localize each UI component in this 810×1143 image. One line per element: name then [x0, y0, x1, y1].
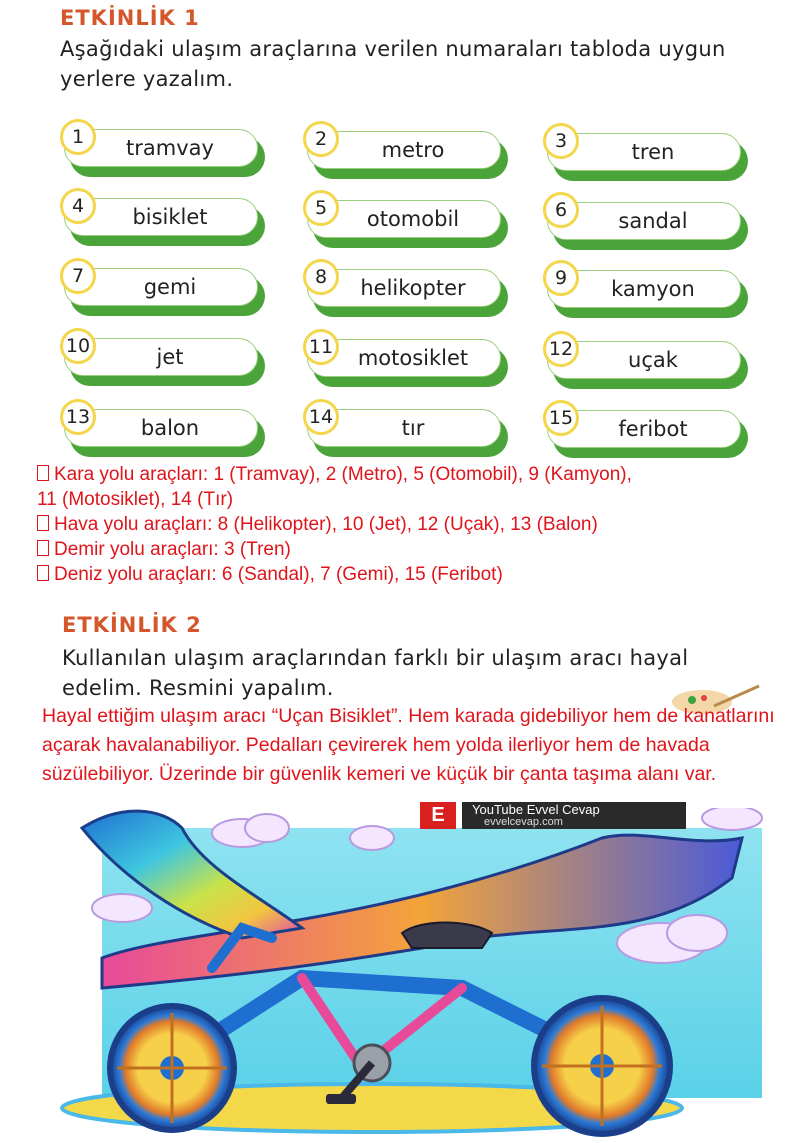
vehicle-label: balon	[64, 409, 258, 447]
vehicle-label: jet	[64, 338, 258, 376]
answer-air-text: Hava yolu araçları: 8 (Helikopter), 10 (Jet), 12 (Uçak), 13 (Balon)	[54, 514, 598, 535]
vehicle-number: 9	[543, 260, 579, 296]
activity1-instruction	[60, 34, 726, 94]
vehicle-label: motosiklet	[307, 339, 501, 377]
vehicle-number: 12	[543, 331, 579, 367]
vehicle-label: uçak	[547, 341, 741, 379]
vehicle-number: 10	[60, 328, 96, 364]
vehicle-number: 15	[543, 400, 579, 436]
vehicle-number: 8	[303, 259, 339, 295]
activity1-instruction-line1: Aşağıdaki ulaşım araçlarına verilen numaraları tabloda uygun	[60, 37, 726, 61]
answer-land-line1: Kara yolu araçları: 1 (Tramvay), 2 (Metro), 5 (Otomobil), 9 (Kamyon),	[54, 464, 632, 485]
vehicle-label: otomobil	[307, 200, 501, 238]
watermark-badge	[420, 802, 686, 829]
vehicle-card-otomobil	[303, 198, 513, 248]
watermark-logo: E	[420, 802, 456, 829]
answer-sea	[37, 562, 777, 587]
vehicle-number: 11	[303, 329, 339, 365]
activity1-title: ETKİNLİK 1	[60, 6, 200, 30]
watermark-line1: YouTube Evvel Cevap	[472, 802, 600, 817]
vehicle-number: 13	[60, 399, 96, 435]
vehicle-label: tır	[307, 409, 501, 447]
checkbox-glyph-icon	[37, 565, 49, 581]
vehicle-number: 14	[303, 399, 339, 435]
answers-block	[37, 462, 777, 587]
vehicle-number: 6	[543, 192, 579, 228]
vehicle-card-bisiklet	[60, 196, 270, 246]
answer-land-continued: 11 (Motosiklet), 14 (Tır)	[37, 489, 234, 510]
vehicle-number: 5	[303, 190, 339, 226]
vehicle-number: 7	[60, 258, 96, 294]
vehicle-card-balon	[60, 407, 270, 457]
vehicle-number: 4	[60, 188, 96, 224]
vehicle-card-helikopter	[303, 267, 513, 317]
watermark-line2: evvelcevap.com	[484, 816, 563, 828]
vehicle-label: helikopter	[307, 269, 501, 307]
checkbox-glyph-icon	[37, 540, 49, 556]
vehicle-card-tren	[543, 131, 753, 181]
watermark-text-box	[462, 802, 686, 829]
checkbox-glyph-icon	[37, 465, 49, 481]
vehicle-number: 1	[60, 119, 96, 155]
vehicle-card-motosiklet	[303, 337, 513, 387]
vehicle-label: feribot	[547, 410, 741, 448]
checkbox-glyph-icon	[37, 515, 49, 531]
vehicle-label: gemi	[64, 268, 258, 306]
answer-sea-text: Deniz yolu araçları: 6 (Sandal), 7 (Gemi), 15 (Feribot)	[54, 564, 503, 585]
answer-land	[37, 462, 777, 487]
vehicle-card-gemi	[60, 266, 270, 316]
vehicle-card-tir	[303, 407, 513, 457]
vehicle-card-jet	[60, 336, 270, 386]
activity2-instruction-line1: Kullanılan ulaşım araçlarından farklı bir ulaşım aracı hayal	[62, 646, 689, 670]
imagined-vehicle-description: Hayal ettiğim ulaşım aracı “Uçan Bisiklet”. Hem karada gidebiliyor hem de kanatlarını açarak havalanabiliyor. Pedalları çevirerek hem yolda ilerliyor hem de havada süzülebiliyor. Üzerinde bir güvenlik kemeri ve küçük bir çanta taşıma alanı var.	[42, 705, 775, 785]
activity2-title: ETKİNLİK 2	[62, 613, 202, 637]
vehicle-card-kamyon	[543, 268, 753, 318]
answer-air	[37, 512, 777, 537]
answer-rail-text: Demir yolu araçları: 3 (Tren)	[54, 539, 291, 560]
activity2-instruction	[62, 643, 688, 703]
answer-rail	[37, 537, 777, 562]
vehicle-number: 3	[543, 123, 579, 159]
vehicle-number: 2	[303, 121, 339, 157]
vehicle-card-tramvay	[60, 127, 270, 177]
vehicle-card-metro	[303, 129, 513, 179]
vehicle-label: metro	[307, 131, 501, 169]
vehicle-card-sandal	[543, 200, 753, 250]
flying-bicycle-illustration	[42, 808, 777, 1140]
vehicle-label: bisiklet	[64, 198, 258, 236]
vehicle-label: sandal	[547, 202, 741, 240]
activity1-instruction-line2: yerlere yazalım.	[60, 67, 234, 91]
vehicle-label: kamyon	[547, 270, 741, 308]
vehicle-label: tramvay	[64, 129, 258, 167]
vehicle-label: tren	[547, 133, 741, 171]
vehicle-card-feribot	[543, 408, 753, 458]
activity2-instruction-line2: edelim. Resmini yapalım.	[62, 676, 334, 700]
vehicle-card-ucak	[543, 339, 753, 389]
